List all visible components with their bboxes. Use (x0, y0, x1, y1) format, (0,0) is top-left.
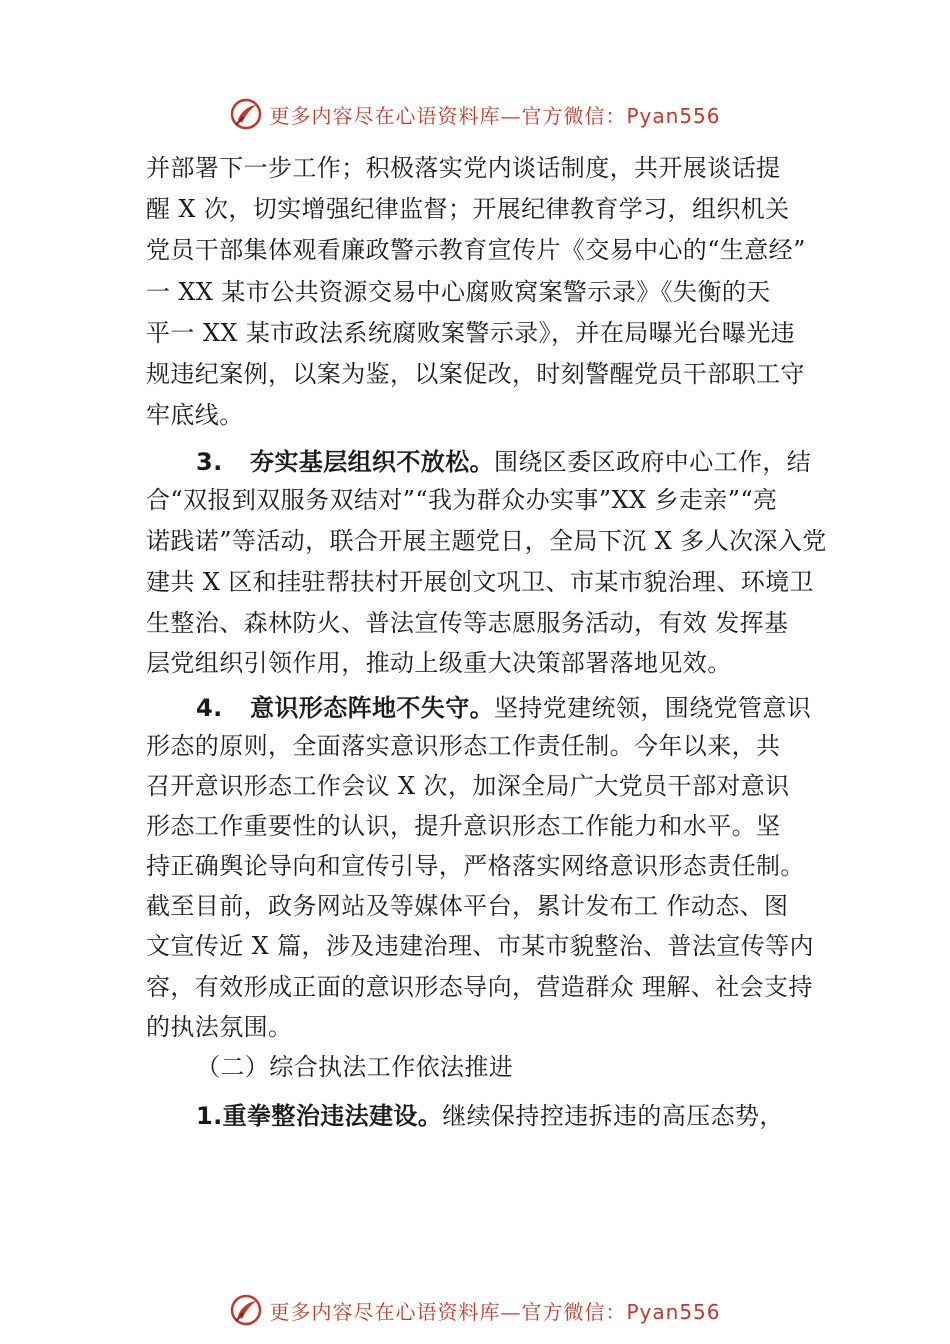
text-line: 醒 X 次，切实增强纪律监督；开展纪律教育学习，组织机关 (146, 195, 790, 223)
text-line: 合“双报到双服务双结对”“我为群众办实事”XX 乡走亲”“亮 (146, 486, 778, 514)
text-line: 召开意识形态工作会议 X 次，加深全局广大党员干部对意识 (146, 772, 790, 800)
text-line: 规违纪案例，以案为鉴，以案促改，时刻警醒党员干部职工守 (146, 360, 805, 388)
footer-watermark (0, 1290, 950, 1330)
item-number: 4. (196, 694, 223, 722)
text-span: 围绕区委区政府中心工作，结 (494, 448, 812, 476)
text-line: 平一 XX 某市政法系统腐败案警示录》，并在局曝光台曝光违 (146, 319, 796, 347)
text-line: 持正确舆论导向和宣传引导，严格落实网络意识形态责任制。 (146, 852, 805, 880)
watermark-wechat-label: 官方微信： (521, 1299, 627, 1324)
text-line: 并部署下一步工作；积极落实党内谈话制度，共开展谈话提 (146, 154, 781, 182)
watermark-lead: 更多内容尽在心语资料库 (269, 1299, 501, 1324)
text-line: 党员干部集体观看廉政警示教育宣传片《交易中心的“生意经” (146, 236, 806, 264)
numbered-heading-line (196, 693, 811, 723)
item-heading: 夯实基层组织不放松。 (250, 448, 494, 476)
text-line: 诺践诺”等活动，联合开展主题党日，全局下沉 X 多人次深入党 (146, 527, 827, 555)
watermark-text (269, 100, 720, 129)
logo-icon (229, 97, 263, 131)
watermark-wechat-id: Pyan556 (626, 1299, 721, 1324)
text-line: 生整治、森林防火、普法宣传等志愿服务活动，有效 发挥基 (146, 609, 789, 637)
numbered-heading-line (196, 447, 811, 477)
watermark-text (269, 1296, 720, 1325)
watermark-wechat-id: Pyan556 (626, 103, 721, 128)
text-line: 容，有效形成正面的意识形态导向，营造群众 理解、社会支持 (146, 973, 813, 1001)
text-line: 牢底线。 (146, 401, 244, 429)
text-span: 继续保持控违拆违的高压态势， (442, 1102, 784, 1130)
section-heading: （二）综合执法工作依法推进 (196, 1053, 514, 1081)
text-line: 文宣传近 X 篇，涉及违建治理、市某市貌整治、普法宣传等内 (146, 932, 814, 960)
item-heading: 意识形态阵地不失守。 (250, 694, 494, 722)
item-heading: 1.重拳整治违法建设。 (196, 1102, 443, 1130)
text-line: 层党组织引领作用，推动上级重大决策部署落地见效。 (146, 649, 732, 677)
text-line: 的执法氛围。 (146, 1013, 293, 1041)
logo-icon (229, 1293, 263, 1327)
text-line: 截至目前，政务网站及等媒体平台，累计发布工 作动态、图 (146, 892, 789, 920)
watermark-lead: 更多内容尽在心语资料库 (269, 103, 501, 128)
numbered-heading-line (196, 1101, 784, 1131)
item-number: 3. (196, 448, 223, 476)
watermark-separator: — (500, 1299, 522, 1324)
text-line: 形态的原则，全面落实意识形态工作责任制。今年以来，共 (146, 732, 781, 760)
header-watermark (0, 94, 950, 134)
watermark-separator: — (500, 103, 522, 128)
text-line: 一 XX 某市公共资源交易中心腐败窝案警示录》《失衡的天 (146, 278, 771, 306)
watermark-wechat-label: 官方微信： (521, 103, 627, 128)
text-span: 坚持党建统领，围绕党管意识 (494, 694, 812, 722)
text-line: 建共 X 区和挂驻帮扶村开展创文巩卫、市某市貌治理、环境卫 (146, 568, 814, 596)
text-line: 形态工作重要性的认识，提升意识形态工作能力和水平。坚 (146, 812, 781, 840)
